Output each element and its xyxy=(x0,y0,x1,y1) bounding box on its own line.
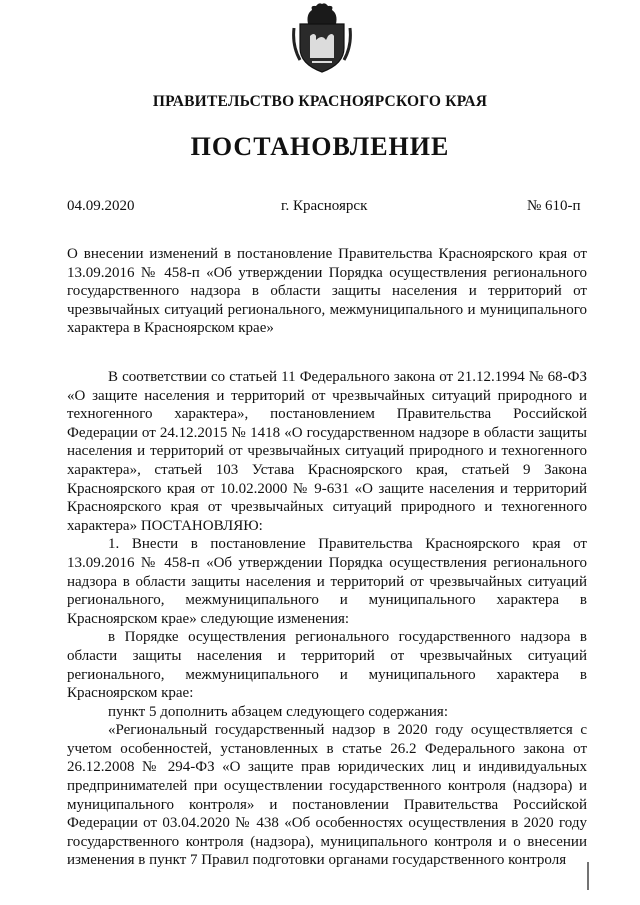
document-city: г. Красноярск xyxy=(281,198,368,214)
paragraph-clause-5: пункт 5 дополнить абзацем следующего содержания: xyxy=(108,703,448,720)
document-body xyxy=(67,368,587,870)
paragraph-quote: «Региональный государственный надзор в 2020 году осуществляется с учетом особенностей, установленных в статье 26.2 Федерального закона от 26.12.2008 № 294-ФЗ «О защите прав юридических лиц и индивидуальных предпринимателей при осуществлении государственного контроля (надзора) и муниципального контроля» и постановлении Правительства Российской Федерации от 03.04.2020 № 438 «Об особенностях осуществления в 2020 году государственного контроля (надзора), муниципального контроля и о внесении изменения в пункт 7 Правил подготовки органами государственного контроля xyxy=(67,722,587,869)
document-date: 04.09.2020 xyxy=(67,198,135,214)
government-name: ПРАВИТЕЛЬСТВО КРАСНОЯРСКОГО КРАЯ xyxy=(152,93,488,110)
scan-artifact-mark xyxy=(585,862,591,890)
paragraph-preamble: В соответствии со статьей 11 Федерального закона от 21.12.1994 № 68-ФЗ «О защите населения и территорий от чрезвычайных ситуаций природного и техногенного характера», постановлением Правительства Российской Федерации от 24.12.2015 № 1418 «О государственном надзоре в области защиты населения и территорий от чрезвычайных ситуаций природного и техногенного характера», статьей 103 Устава Красноярского края, статьей 9 Закона Красноярского края от 10.02.2000 № 9-631 «О защите населения и территорий Красноярского края от чрезвычайных ситуаций природного и техногенного характера» ПОСТАНОВЛЯЮ: xyxy=(67,369,587,534)
paragraph-item-1: 1. Внести в постановление Правительства Красноярского края от 13.09.2016 № 458-п «Об утверждении Порядка осуществления регионального надзора в области защиты населения и территорий от чрезвычайных ситуаций регионального, межмуниципального и муниципального характера в Красноярском крае» следующие изменения: xyxy=(67,536,587,627)
document-type-heading: ПОСТАНОВЛЕНИЕ xyxy=(190,132,450,161)
document-number: № 610-п xyxy=(527,198,581,214)
coat-of-arms-emblem xyxy=(292,2,352,74)
paragraph-procedure: в Порядке осуществления регионального государственного надзора в области защиты населения и территорий от чрезвычайных ситуаций регионального, межмуниципального и муниципального характера в Красноярском крае: xyxy=(67,629,587,702)
document-title: О внесении изменений в постановление Правительства Красноярского края от 13.09.2016 № 458-п «Об утверждении Порядка осуществления регионального государственного надзора в области защиты населения и территорий от чрезвычайных ситуаций регионального, межмуниципального и муниципального характера в Красноярском крае» xyxy=(67,246,587,337)
